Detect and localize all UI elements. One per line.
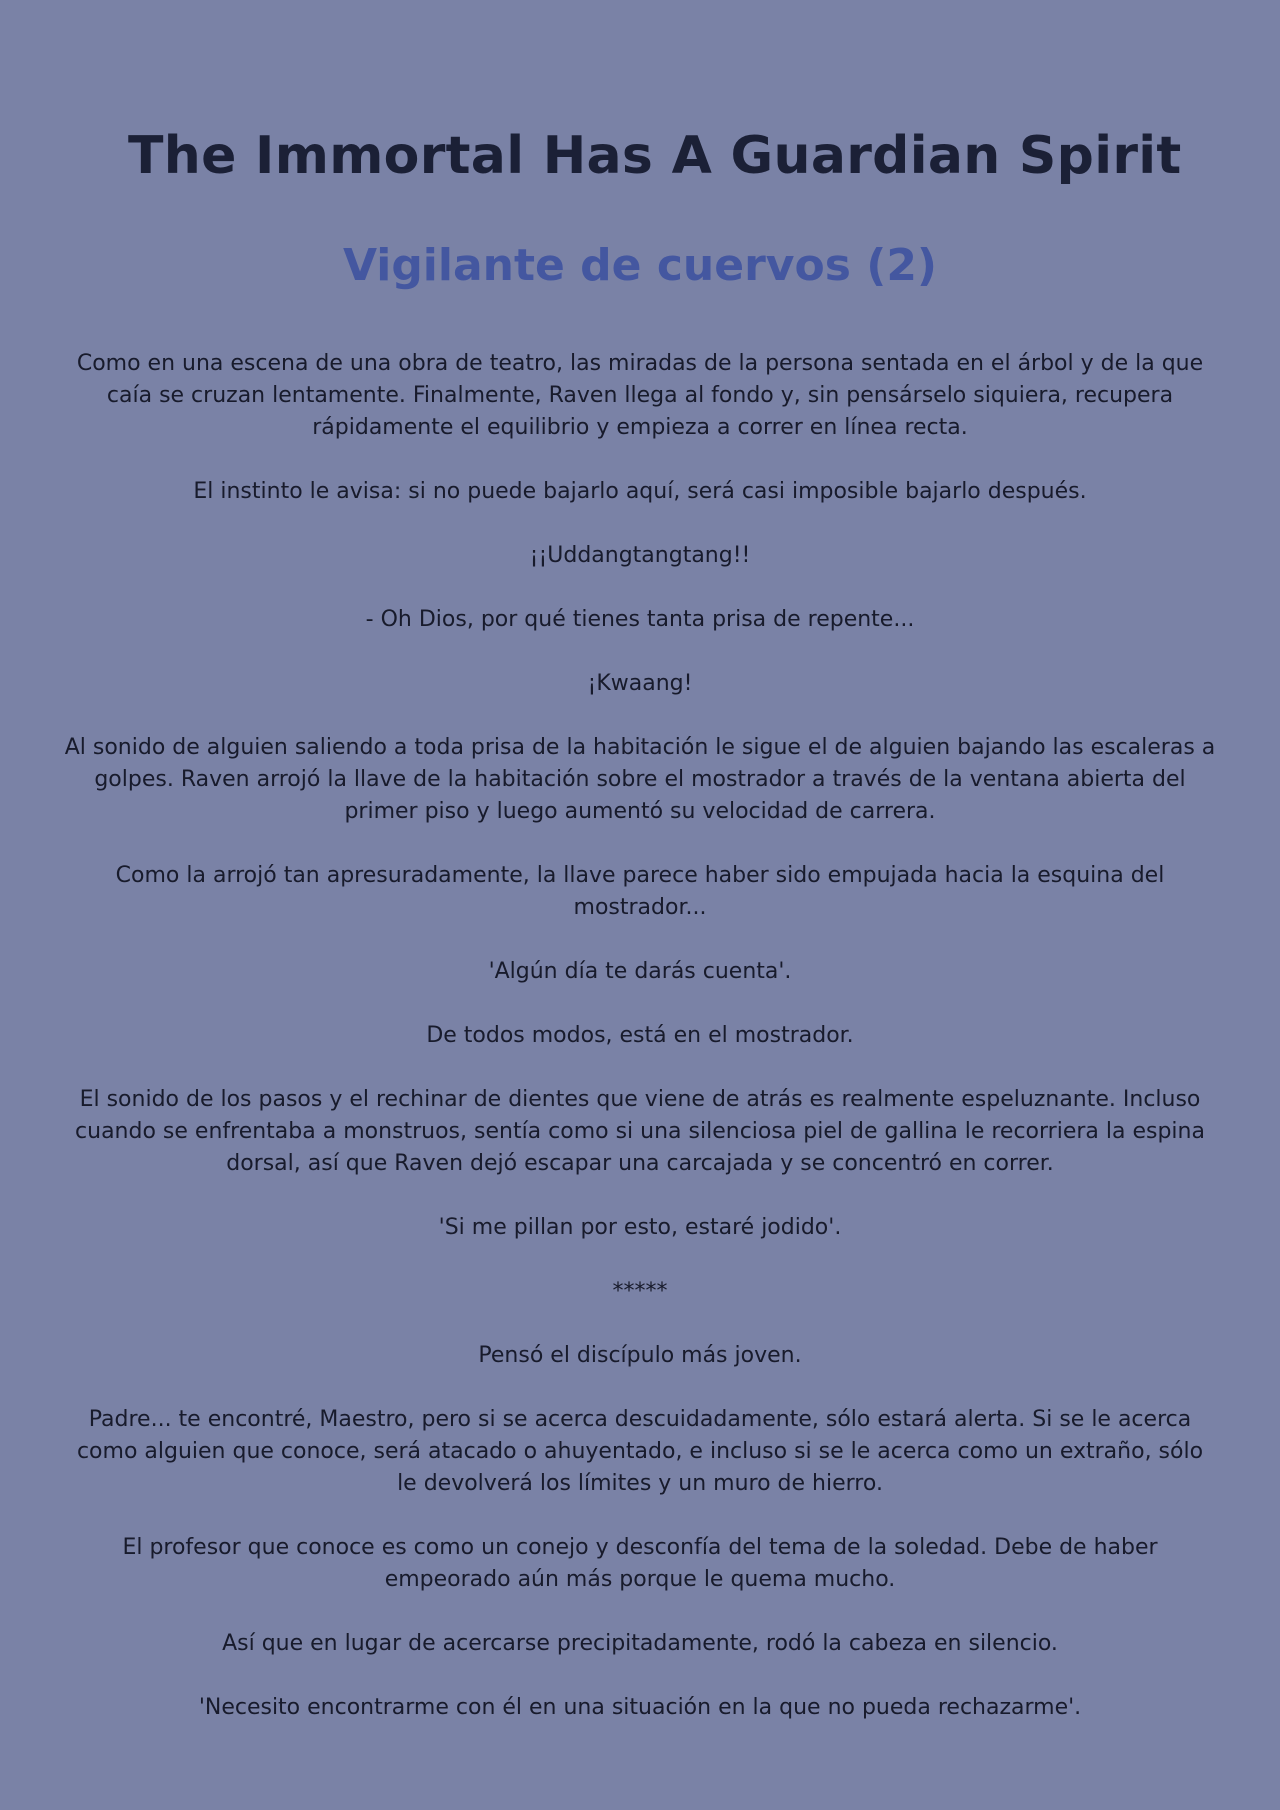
paragraph: Pensó el discípulo más joven. [478,1343,802,1368]
paragraph: El instinto le avisa: si no puede bajarlo aquí, será casi imposible bajarlo después. [193,479,1087,504]
paragraph: De todos modos, está en el mostrador. [426,1023,854,1048]
paragraph: Como en una escena de una obra de teatro, las miradas de la persona sentada en el árbol y de la que caía se cruzan lentamente. Finalmente, Raven llega al fondo y, sin pensárselo siquiera, recupera rápidamente el equilibrio y empieza a correr en línea recta. [76,351,1204,440]
paragraph: Como la arrojó tan apresuradamente, la llave parece haber sido empujada hacia la esquina del mostrador... [115,863,1165,920]
chapter-content [64,348,1216,1756]
chapter-title: Vigilante de cuervos (2) [342,240,938,291]
paragraph: 'Algún día te darás cuenta'. [488,959,792,984]
paragraph: 'Si me pillan por esto, estaré jodido'. [438,1215,842,1240]
paragraph: - Oh Dios, por qué tienes tanta prisa de repente... [365,607,915,632]
paragraph: 'Necesito encontrarme con él en una situación en la que no pueda rechazarme'. [198,1695,1082,1720]
scene-break: ***** [612,1279,668,1304]
paragraph: Así que en lugar de acercarse precipitadamente, rodó la cabeza en silencio. [222,1631,1058,1656]
paragraph: ¡¡Uddangtangtang!! [529,543,751,568]
book-title: The Immortal Has A Guardian Spirit [128,126,1182,186]
paragraph: El profesor que conoce es como un conejo y desconfía del tema de la soledad. Debe de haber empeorado aún más porque le quema mucho. [122,1535,1158,1592]
paragraph: Padre... te encontré, Maestro, pero si se acerca descuidadamente, sólo estará alerta. Si se le acerca como alguien que conoce, será atacado o ahuyentado, e incluso si se le acerca como un extraño, sólo le devolverá los límites y un muro de hierro. [76,1407,1204,1496]
paragraph: Al sonido de alguien saliendo a toda prisa de la habitación le sigue el de alguien bajando las escaleras a golpes. Raven arrojó la llave de la habitación sobre el mostrador a través de la ventana abierta del primer piso y luego aumentó su velocidad de carrera. [64,735,1216,824]
paragraph: El sonido de los pasos y el rechinar de dientes que viene de atrás es realmente espeluznante. Incluso cuando se enfrentaba a monstruos, sentía como si una silenciosa piel de gallina le recorriera la espina dorsal, así que Raven dejó escapar una carcajada y se concentró en correr. [75,1087,1205,1176]
paragraph: ¡Kwaang! [587,671,693,696]
